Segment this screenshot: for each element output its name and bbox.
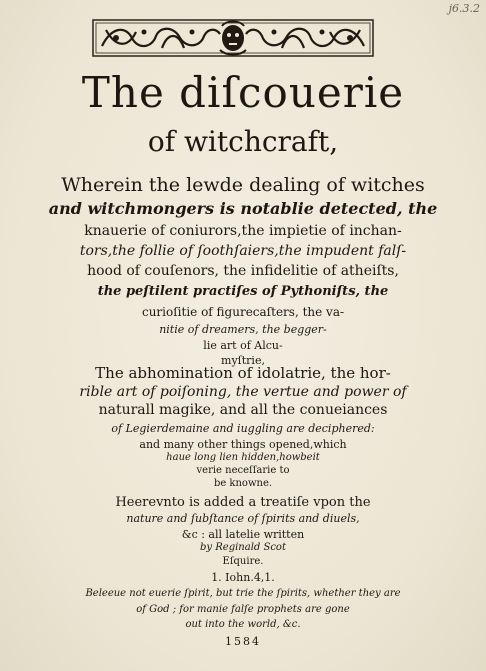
text-line: nature and ſubſtance of ſpirits and diuels,: [126, 512, 360, 525]
text-line: and witchmongers is notablie detected, the: [48, 199, 438, 218]
manuscript-shelfmark: j6.3.2: [448, 2, 480, 15]
text-line: tors,the follie of ſoothſaiers,the impudent falſ-: [79, 243, 407, 259]
text-line: out into the world, &c.: [185, 619, 301, 630]
text-line: the peſtilent practiſes of Pythoniſts, the: [97, 284, 389, 299]
text-line: 1. Iohn.4,1.: [211, 571, 275, 584]
publication-year: 1584: [225, 635, 261, 648]
headpiece-ornament: [92, 18, 374, 58]
title-line-2: of witchcraft,: [147, 125, 339, 158]
text-line: haue long lien hidden,howbeit: [166, 452, 320, 463]
text-line: &c : all latelie written: [181, 528, 305, 541]
text-line: and many other things opened,which: [139, 438, 347, 451]
text-line: of God ; for manie falſe prophets are gone: [136, 604, 350, 615]
text-line: Beleeue not euerie ſpirit, but trie the ſpirits, whether they are: [85, 588, 401, 599]
text-line: The abhomination of idolatrie, the hor-: [95, 364, 391, 382]
title-line-1: The diſcouerie: [81, 68, 405, 117]
text-line: curioſitie of figurecaſters, the va-: [141, 305, 345, 319]
text-line: naturall magike, and all the conueiances: [98, 402, 388, 418]
text-line: Eſquire.: [222, 556, 264, 567]
text-line: verie neceſſarie to: [196, 465, 290, 476]
text-line: knauerie of coniurors,the impietie of inchan-: [84, 223, 402, 239]
text-line: Heerevnto is added a treatiſe vpon the: [115, 495, 371, 510]
text-line: myſtrie,: [221, 354, 265, 367]
text-line: by Reginald Scot: [200, 542, 286, 553]
text-line: lie art of Alcu-: [203, 339, 283, 352]
text-line: Wherein the lewde dealing of witches: [61, 174, 425, 196]
text-line: be knowne.: [213, 478, 273, 489]
text-line: nitie of dreamers, the begger-: [159, 323, 327, 336]
text-line: rible art of poiſoning, the vertue and power of: [79, 384, 407, 400]
text-line: hood of couſenors, the infidelitie of atheiſts,: [87, 263, 399, 279]
text-line: of Legierdemaine and iuggling are deciphered:: [111, 422, 375, 435]
